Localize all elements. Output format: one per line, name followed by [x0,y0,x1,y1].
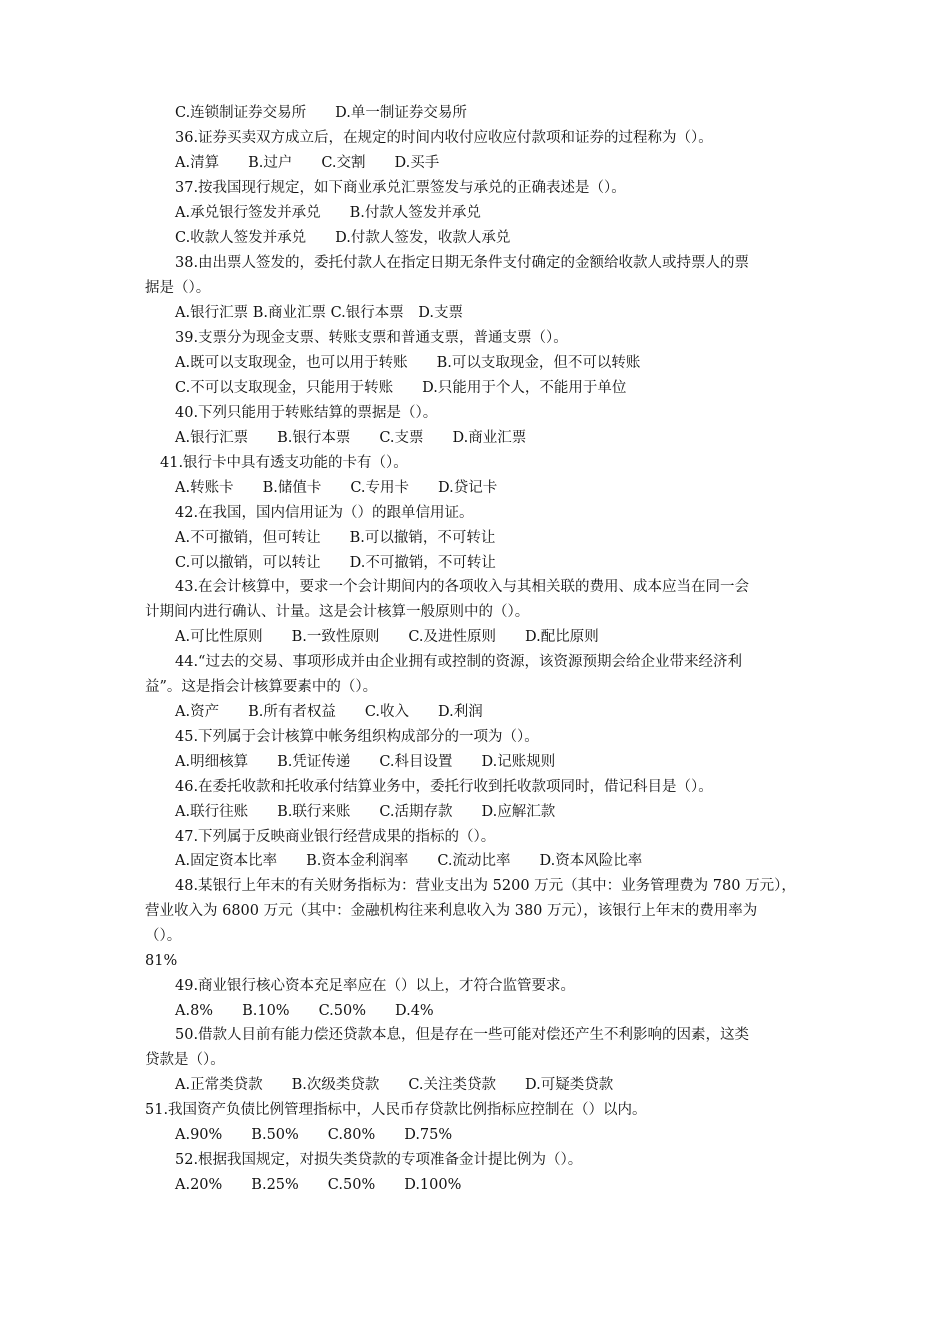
options-37-a-b: A.承兑银行签发并承兑 B.付款人签发并承兑 [175,205,481,221]
options-42-a-b: A.不可撤销，但可转让 B.可以撤销，不可转让 [175,530,496,546]
options-36: A.清算 B.过户 C.交割 D.买手 [175,155,440,171]
question-44-cont: 益”。这是指会计核算要素中的（）。 [145,679,378,695]
question-43: 43.在会计核算中，要求一个会计期间内的各项收入与其相关联的费用、成本应当在同一会 [175,579,750,595]
answer-48: 81% [145,953,178,969]
options-37-c-d: C.收款人签发并承兑 D.付款人签发，收款人承兑 [175,230,511,246]
question-48-cont: 营业收入为 6800 万元（其中：金融机构往来利息收入为 380 万元），该银行上年末的费用率为 [145,903,758,919]
question-48-end: （）。 [145,928,182,944]
options-40: A.银行汇票 B.银行本票 C.支票 D.商业汇票 [175,430,527,446]
text-line: C.连锁制证券交易所 D.单一制证券交易所 [175,105,467,121]
question-46: 46.在委托收款和托收承付结算业务中，委托行收到托收款项同时，借记科目是（）。 [175,779,713,795]
options-39-a-b: A.既可以支取现金，也可以用于转账 B.可以支取现金，但不可以转账 [175,355,641,371]
options-50: A.正常类贷款 B.次级类贷款 C.关注类贷款 D.可疑类贷款 [175,1077,614,1093]
question-41: 41.银行卡中具有透支功能的卡有（）。 [160,455,408,471]
question-47: 47.下列属于反映商业银行经营成果的指标的（）。 [175,829,496,845]
question-50: 50.借款人目前有能力偿还贷款本息，但是存在一些可能对偿还产生不利影响的因素，这类 [175,1027,750,1043]
question-48: 48.某银行上年末的有关财务指标为：营业支出为 5200 万元（其中：业务管理费为 780 万元）， [175,878,796,894]
question-51: 51.我国资产负债比例管理指标中，人民币存贷款比例指标应控制在（）以内。 [145,1102,647,1118]
question-38: 38.由出票人签发的，委托付款人在指定日期无条件支付确定的金额给收款人或持票人的票 [175,255,750,271]
options-46: A.联行往账 B.联行来账 C.活期存款 D.应解汇款 [175,804,556,820]
question-40: 40.下列只能用于转账结算的票据是（）。 [175,405,438,421]
options-38: A.银行汇票 B.商业汇票 C.银行本票 D.支票 [175,305,463,321]
question-38-cont: 据是（）。 [145,280,211,296]
question-37: 37.按我国现行规定，如下商业承兑汇票签发与承兑的正确表述是（）。 [175,180,626,196]
question-36: 36.证券买卖双方成立后，在规定的时间内收付应收应付款项和证券的过程称为（）。 [175,130,713,146]
options-49: A.8% B.10% C.50% D.4% [175,1003,434,1019]
options-45: A.明细核算 B.凭证传递 C.科目设置 D.记账规则 [175,754,556,770]
options-44: A.资产 B.所有者权益 C.收入 D.利润 [175,704,483,720]
options-41: A.转账卡 B.储值卡 C.专用卡 D.贷记卡 [175,480,498,496]
options-52: A.20% B.25% C.50% D.100% [175,1177,462,1193]
question-50-cont: 贷款是（）。 [145,1052,225,1068]
options-42-c-d: C.可以撤销，可以转让 D.不可撤销，不可转让 [175,555,496,571]
question-43-cont: 计期间内进行确认、计量。这是会计核算一般原则中的（）。 [145,604,530,620]
options-47: A.固定资本比率 B.资本金利润率 C.流动比率 D.资本风险比率 [175,853,643,869]
question-52: 52.根据我国规定，对损失类贷款的专项准备金计提比例为（）。 [175,1152,583,1168]
question-42: 42.在我国，国内信用证为（）的跟单信用证。 [175,505,474,521]
options-51: A.90% B.50% C.80% D.75% [175,1127,453,1143]
options-43: A.可比性原则 B.一致性原则 C.及进性原则 D.配比原则 [175,629,599,645]
options-39-c-d: C.不可以支取现金，只能用于转账 D.只能用于个人，不能用于单位 [175,380,627,396]
question-45: 45.下列属于会计核算中帐务组织构成部分的一项为（）。 [175,729,539,745]
question-49: 49.商业银行核心资本充足率应在（）以上，才符合监管要求。 [175,978,576,994]
question-44: 44.“过去的交易、事项形成并由企业拥有或控制的资源，该资源预期会给企业带来经济利 [175,654,742,670]
question-39: 39.支票分为现金支票、转账支票和普通支票，普通支票（）。 [175,330,568,346]
